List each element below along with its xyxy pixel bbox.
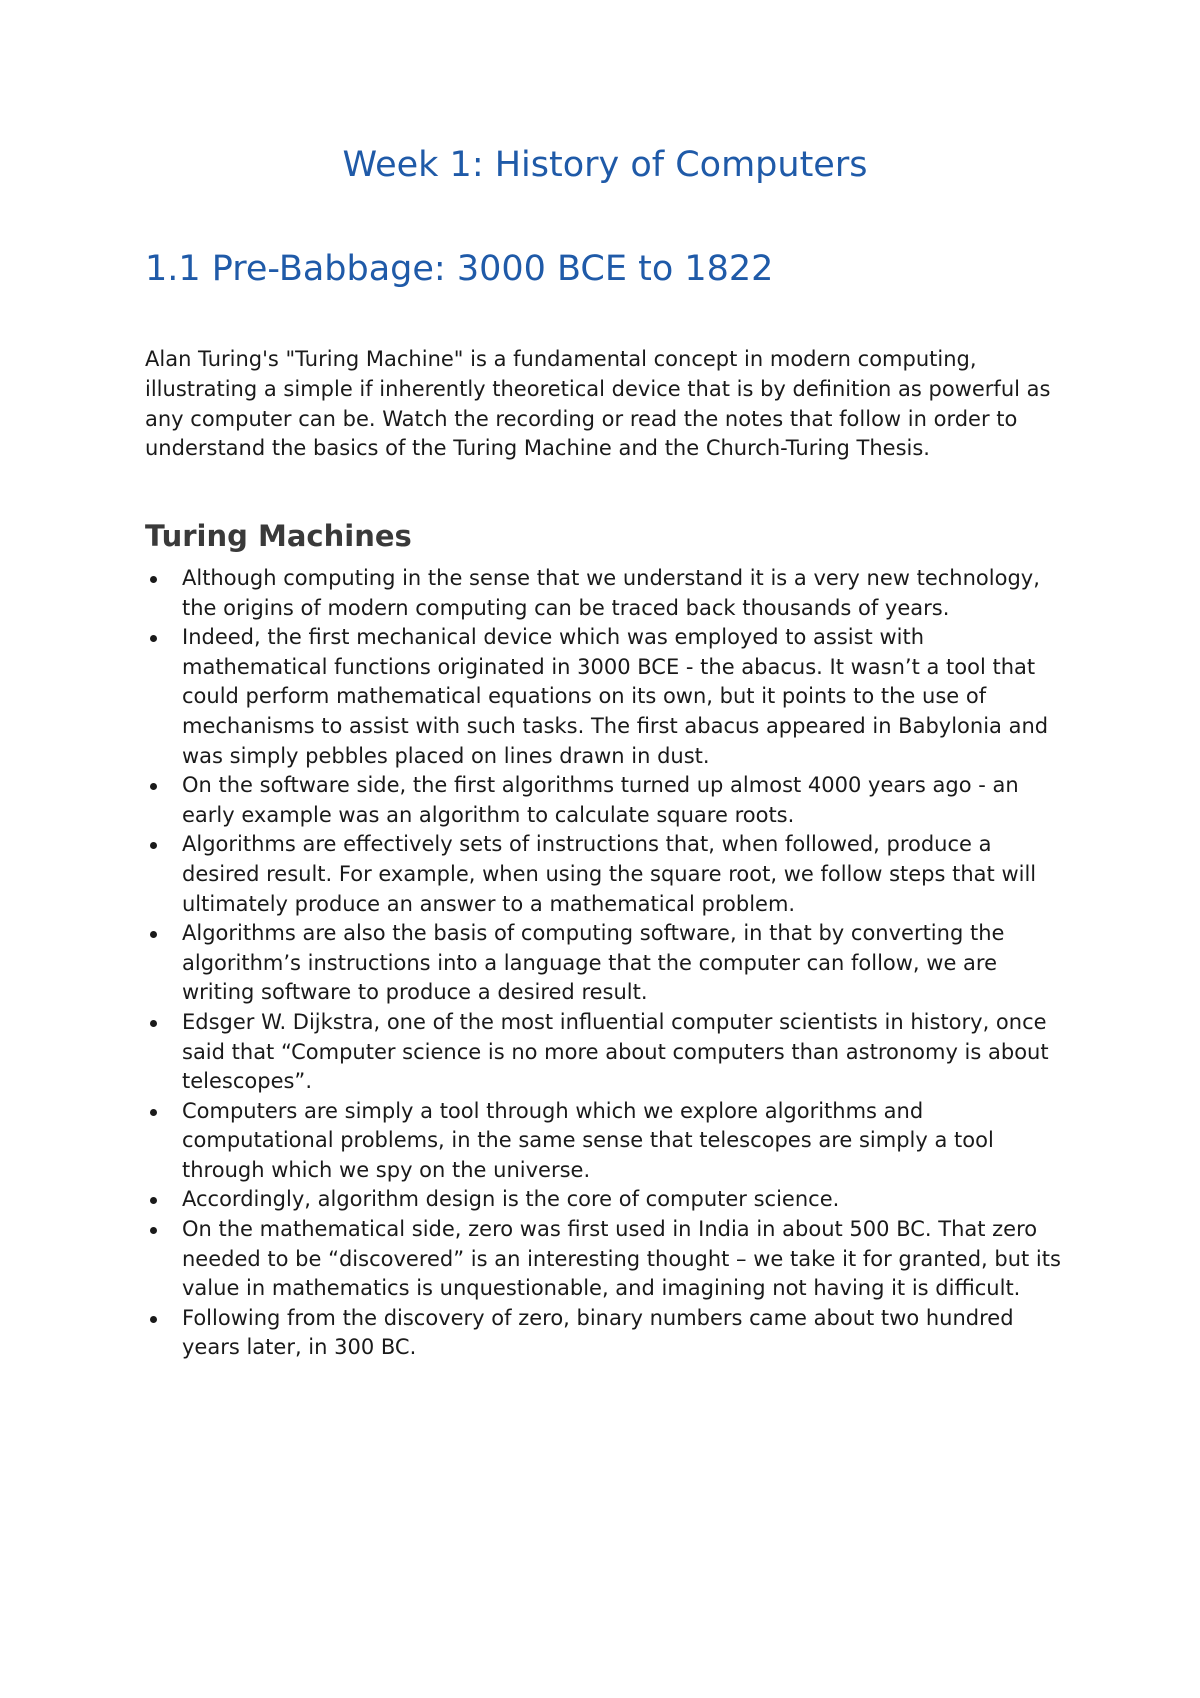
intro-paragraph: Alan Turing's "Turing Machine" is a fundamental concept in modern computing, illustrating a simple if inherently theoretical device that is by definition as powerful as any computer can be. Watch the recording or read the notes that follow in order to understand the basics of the Turing Machine and the Church-Turing Thesis. [145,347,1051,461]
bullet-icon [150,1109,157,1116]
page-title: Week 1: History of Computers [342,145,868,185]
list-item [145,919,1065,1008]
list-item-text: Accordingly, algorithm design is the core of computer science. [182,1187,840,1212]
list-item-text: Although computing in the sense that we understand it is a very new technology, the origins of modern computing can be traced back thousands of years. [182,566,1040,620]
bullet-icon [150,1020,157,1027]
list-item [145,771,1065,830]
section-heading: 1.1 Pre-Babbage: 3000 BCE to 1822 [145,249,774,289]
bullet-icon [150,576,157,583]
list-item-text: On the software side, the first algorithms turned up almost 4000 years ago - an early example was an algorithm to calculate square roots. [182,773,1019,827]
list-item-text: Indeed, the first mechanical device which was employed to assist with mathematical functions originated in 3000 BCE - the abacus. It wasn’t a tool that could perform mathematical equations on its own, but it points to the use of mechanisms to assist with such tasks. The first abacus appeared in Babylonia and was simply pebbles placed on lines drawn in dust. [182,625,1049,768]
list-item-text: Computers are simply a tool through which we explore algorithms and computational problems, in the same sense that telescopes are simply a tool through which we spy on the universe. [182,1098,994,1182]
bullet-icon [150,842,157,849]
bullet-icon [150,1197,157,1204]
bullet-icon [150,931,157,938]
bullet-icon [150,1227,157,1234]
bullet-icon [150,783,157,790]
list-item-text: Following from the discovery of zero, binary numbers came about two hundred years later, in 300 BC. [182,1305,1014,1360]
list-item [145,1304,1065,1363]
document-page [145,0,1065,1698]
bullet-icon [150,635,157,642]
list-item-text: On the mathematical side, zero was first used in India in about 500 BC. That zero needed to be “discovered” is an interesting thought – we take it for granted, but its value in mathematics is unquestionable, and imagining not having it is difficult. [182,1217,1061,1301]
subheading-turing-machines: Turing Machines [145,519,412,553]
list-item [145,1185,1065,1215]
bullet-list [145,564,1065,1363]
list-item [145,1097,1065,1186]
list-item [145,623,1065,771]
list-item [145,564,1065,623]
list-item [145,830,1065,919]
bullet-icon [150,1316,157,1323]
list-item-text: Algorithms are effectively sets of instructions that, when followed, produce a desired result. For example, when using the square root, we follow steps that will ultimately produce an answer to a mathematical problem. [182,832,1037,916]
list-item [145,1008,1065,1097]
list-item-text: Algorithms are also the basis of computing software, in that by converting the algorithm’s instructions into a language that the computer can follow, we are writing software to produce a desired result. [182,921,1005,1005]
list-item [145,1215,1065,1304]
list-item-text: Edsger W. Dijkstra, one of the most influential computer scientists in history, once said that “Computer science is no more about computers than astronomy is about telescopes”. [182,1009,1049,1094]
